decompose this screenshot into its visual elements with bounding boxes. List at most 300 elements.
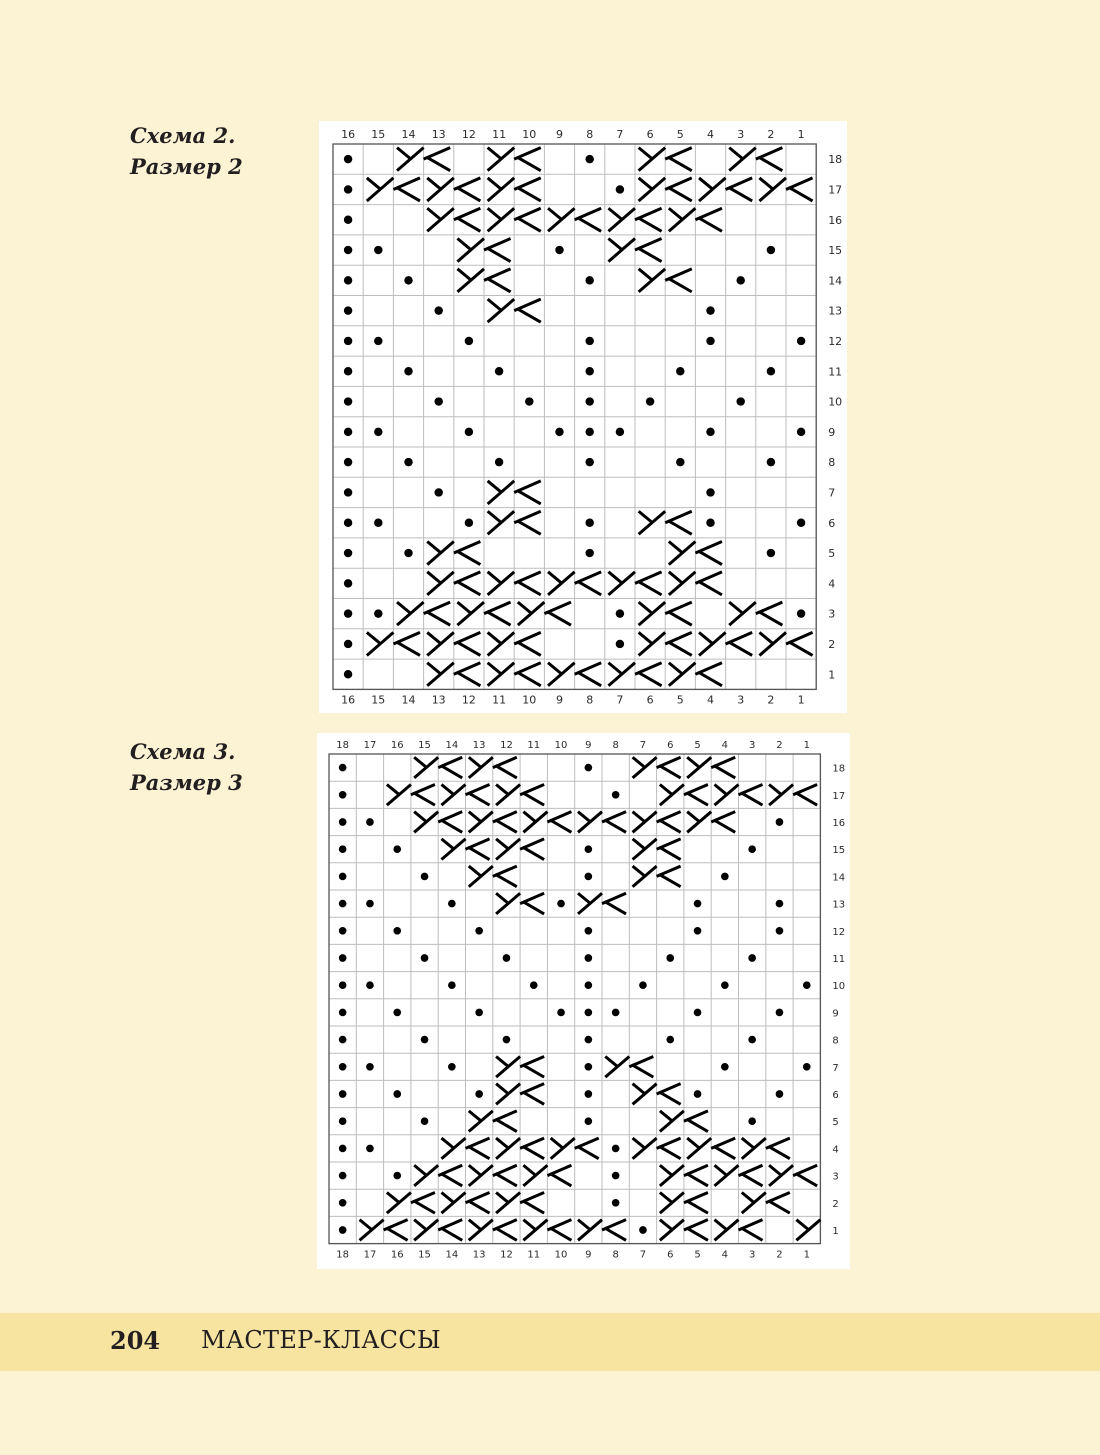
column-number-top: 8 [612,740,619,751]
column-number-bottom: 3 [748,1249,756,1261]
scheme-3-chart [317,733,850,1269]
cable-right-cross-symbol [687,1138,711,1159]
column-number-top: 14 [401,128,416,141]
purl-stitch-dot [797,428,805,436]
footer-band [0,1313,1100,1371]
purl-stitch-dot [339,1117,347,1125]
cable-right-cross-symbol [496,893,520,914]
purl-stitch-dot [366,1063,374,1071]
cable-right-cross-symbol [669,663,696,686]
purl-stitch-dot [503,1036,511,1044]
cable-right-cross-symbol [660,784,684,805]
purl-stitch-dot [748,1036,756,1044]
column-number-top: 5 [694,740,701,751]
cable-left-cross-symbol [711,812,735,833]
cable-right-cross-symbol [488,299,515,322]
cable-right-cross-symbol [488,663,515,686]
cable-left-cross-symbol [547,1165,571,1186]
cable-right-cross-symbol [633,1084,657,1105]
scheme-2-caption [130,120,243,182]
page-number: 204 [110,1326,161,1355]
column-number-bottom: 16 [341,693,356,707]
row-number: 1 [832,1226,839,1237]
cable-left-cross-symbol [756,602,783,625]
purl-stitch-dot [721,981,729,989]
cable-left-cross-symbol [411,1192,435,1213]
row-number: 13 [828,304,843,318]
column-number-bottom: 6 [667,1249,674,1261]
cable-right-cross-symbol [397,602,424,625]
cable-left-cross-symbol [514,511,541,534]
purl-stitch-dot [585,337,593,345]
column-number-top: 15 [418,740,431,751]
column-number-top: 11 [527,740,541,751]
row-number: 5 [832,1117,839,1129]
cable-right-cross-symbol [608,208,635,231]
purl-stitch-dot [706,428,714,436]
column-number-top: 2 [767,128,775,141]
cable-left-cross-symbol [726,632,753,655]
purl-stitch-dot [339,927,347,935]
purl-stitch-dot [585,927,593,935]
row-number: 16 [828,213,843,227]
cable-right-cross-symbol [469,1220,493,1241]
cable-left-cross-symbol [684,1165,708,1186]
cable-right-cross-symbol [608,239,635,262]
cable-right-cross-symbol [660,1165,684,1186]
purl-stitch-dot [721,873,729,881]
purl-stitch-dot [694,900,702,908]
cable-left-cross-symbol [438,1165,462,1186]
purl-stitch-dot [344,428,352,436]
row-number: 17 [832,790,846,802]
cable-right-cross-symbol [427,208,454,231]
purl-stitch-dot [736,276,744,284]
cable-left-cross-symbol [739,1220,763,1241]
purl-stitch-dot [639,1226,647,1234]
column-number-bottom: 4 [707,693,714,707]
purl-stitch-dot [767,458,775,466]
purl-stitch-dot [666,1036,674,1044]
column-number-top: 16 [390,740,404,751]
purl-stitch-dot [344,337,352,345]
purl-stitch-dot [706,337,714,345]
cable-left-cross-symbol [484,602,511,625]
cable-left-cross-symbol [520,1084,544,1105]
cable-right-cross-symbol [578,1220,602,1241]
column-number-top: 1 [803,740,810,751]
cable-left-cross-symbol [514,481,541,504]
cable-right-cross-symbol [633,812,657,833]
column-number-top: 4 [721,740,729,751]
cable-right-cross-symbol [769,784,793,805]
cable-right-cross-symbol [639,269,666,292]
cable-right-cross-symbol [387,1192,411,1213]
row-number: 12 [828,334,843,348]
cable-right-cross-symbol [427,663,454,686]
row-number: 9 [832,1008,839,1020]
column-number-top: 12 [500,740,513,751]
purl-stitch-dot [339,1145,347,1153]
purl-stitch-dot [797,609,805,617]
purl-stitch-dot [646,397,654,405]
column-number-top: 17 [363,740,377,751]
cable-right-cross-symbol [367,632,394,655]
purl-stitch-dot [616,609,624,617]
purl-stitch-dot [475,1090,483,1098]
row-number: 6 [828,516,836,530]
purl-stitch-dot [393,1172,401,1180]
purl-stitch-dot [616,640,624,648]
cable-right-cross-symbol [660,1220,684,1241]
cable-right-cross-symbol [469,1111,493,1132]
column-number-bottom: 4 [721,1249,729,1261]
cable-left-cross-symbol [466,839,490,860]
cable-right-cross-symbol [523,1165,547,1186]
cable-left-cross-symbol [695,208,722,231]
purl-stitch-dot [585,276,593,284]
scheme-3-caption [130,736,243,798]
purl-stitch-dot [374,519,382,527]
purl-stitch-dot [767,246,775,254]
column-number-bottom: 8 [612,1249,619,1261]
cable-left-cross-symbol [454,208,481,231]
cable-left-cross-symbol [739,1165,763,1186]
cable-left-cross-symbol [695,663,722,686]
purl-stitch-dot [694,1009,702,1017]
purl-stitch-dot [374,428,382,436]
cable-right-cross-symbol [639,632,666,655]
cable-right-cross-symbol [427,542,454,565]
column-number-top: 9 [556,128,563,141]
purl-stitch-dot [344,397,352,405]
purl-stitch-dot [366,981,374,989]
cable-right-cross-symbol [633,866,657,887]
column-number-bottom: 14 [445,1249,459,1261]
purl-stitch-dot [339,818,347,826]
cable-left-cross-symbol [695,542,722,565]
column-number-bottom: 16 [390,1249,404,1261]
row-number: 10 [828,395,843,409]
cable-left-cross-symbol [793,784,817,805]
column-number-bottom: 13 [472,1249,486,1261]
scheme-3-size: Размер 3 [130,770,243,795]
column-number-bottom: 14 [401,693,416,707]
column-number-top: 7 [639,740,647,751]
purl-stitch-dot [448,981,456,989]
purl-stitch-dot [706,519,714,527]
column-number-top: 15 [371,128,386,141]
purl-stitch-dot [374,609,382,617]
cable-left-cross-symbol [454,542,481,565]
column-number-bottom: 17 [363,1249,377,1261]
cable-left-cross-symbol [575,663,602,686]
purl-stitch-dot [339,981,347,989]
purl-stitch-dot [797,337,805,345]
purl-stitch-dot [339,1199,347,1207]
row-number: 11 [828,365,843,379]
column-number-bottom: 1 [803,1249,810,1261]
purl-stitch-dot [344,246,352,254]
column-number-bottom: 9 [556,693,563,707]
cable-left-cross-symbol [547,1220,571,1241]
cable-right-cross-symbol [578,812,602,833]
row-number: 8 [828,456,836,470]
column-number-top: 3 [737,128,745,141]
cable-right-cross-symbol [639,511,666,534]
purl-stitch-dot [803,1063,811,1071]
purl-stitch-dot [465,519,473,527]
purl-stitch-dot [374,337,382,345]
row-number: 15 [828,244,843,258]
cable-right-cross-symbol [414,812,438,833]
purl-stitch-dot [339,1063,347,1071]
purl-stitch-dot [585,519,593,527]
purl-stitch-dot [366,1145,374,1153]
purl-stitch-dot [776,900,784,908]
cable-left-cross-symbol [657,866,681,887]
row-number: 1 [828,668,836,682]
purl-stitch-dot [748,845,756,853]
purl-stitch-dot [421,1117,429,1125]
purl-stitch-dot [339,1172,347,1180]
cable-left-cross-symbol [520,784,544,805]
cable-right-cross-symbol [605,1056,629,1077]
cable-left-cross-symbol [665,511,692,534]
row-number: 12 [832,926,846,938]
row-number: 14 [832,872,846,884]
purl-stitch-dot [706,306,714,314]
column-number-top: 10 [522,128,537,141]
purl-stitch-dot [525,397,533,405]
column-number-top: 2 [776,740,783,751]
cable-left-cross-symbol [665,148,692,171]
purl-stitch-dot [393,1090,401,1098]
row-number: 18 [828,153,843,167]
purl-stitch-dot [421,954,429,962]
cable-left-cross-symbol [635,208,662,231]
cable-right-cross-symbol [469,1165,493,1186]
column-number-bottom: 5 [676,693,684,707]
cable-left-cross-symbol [684,1220,708,1241]
cable-left-cross-symbol [393,632,420,655]
column-number-bottom: 9 [585,1249,592,1261]
cable-left-cross-symbol [514,663,541,686]
cable-right-cross-symbol [714,784,738,805]
column-number-bottom: 11 [492,693,507,707]
cable-right-cross-symbol [414,757,438,778]
row-number: 11 [832,954,846,965]
purl-stitch-dot [767,549,775,557]
cable-right-cross-symbol [469,812,493,833]
cable-left-cross-symbol [493,812,517,833]
cable-left-cross-symbol [484,269,511,292]
column-number-top: 16 [341,128,356,141]
cable-right-cross-symbol [457,239,484,262]
cable-left-cross-symbol [484,239,511,262]
cable-left-cross-symbol [756,148,783,171]
purl-stitch-dot [344,306,352,314]
cable-right-cross-symbol [633,1138,657,1159]
cable-right-cross-symbol [729,148,756,171]
cable-left-cross-symbol [384,1220,408,1241]
cable-right-cross-symbol [796,1220,820,1241]
row-number: 6 [832,1090,839,1101]
chart-svg [317,733,850,1269]
cable-right-cross-symbol [714,1165,738,1186]
column-number-top: 1 [797,128,805,141]
column-number-top: 11 [492,128,507,141]
purl-stitch-dot [736,397,744,405]
scheme-3-title: Схема 3. [130,739,236,764]
column-number-bottom: 12 [461,693,476,707]
purl-stitch-dot [694,1090,702,1098]
purl-stitch-dot [767,367,775,375]
purl-stitch-dot [448,1063,456,1071]
cable-right-cross-symbol [687,812,711,833]
purl-stitch-dot [585,155,593,163]
column-number-top: 3 [748,740,756,751]
cable-right-cross-symbol [457,602,484,625]
purl-stitch-dot [585,873,593,881]
cable-left-cross-symbol [602,1220,626,1241]
purl-stitch-dot [585,1009,593,1017]
cable-right-cross-symbol [488,572,515,595]
cable-right-cross-symbol [687,757,711,778]
cable-right-cross-symbol [441,839,465,860]
cable-left-cross-symbol [520,893,544,914]
cable-left-cross-symbol [514,178,541,201]
cable-right-cross-symbol [523,1220,547,1241]
cable-left-cross-symbol [493,757,517,778]
cable-right-cross-symbol [496,1056,520,1077]
cable-right-cross-symbol [488,481,515,504]
column-number-bottom: 11 [527,1249,541,1261]
purl-stitch-dot [585,1090,593,1098]
cable-right-cross-symbol [759,178,786,201]
column-number-top: 13 [472,740,486,751]
purl-stitch-dot [344,549,352,557]
purl-stitch-dot [616,428,624,436]
purl-stitch-dot [434,488,442,496]
cable-left-cross-symbol [766,1138,790,1159]
column-number-top: 8 [586,128,594,141]
purl-stitch-dot [585,428,593,436]
purl-stitch-dot [344,579,352,587]
purl-stitch-dot [555,246,563,254]
cable-left-cross-symbol [493,1165,517,1186]
cable-right-cross-symbol [548,572,575,595]
purl-stitch-dot [612,1145,620,1153]
cable-right-cross-symbol [488,148,515,171]
purl-stitch-dot [344,670,352,678]
row-number: 3 [828,607,836,621]
cable-right-cross-symbol [759,632,786,655]
cable-right-cross-symbol [742,1192,766,1213]
cable-left-cross-symbol [665,632,692,655]
cable-right-cross-symbol [496,839,520,860]
row-number: 14 [828,274,843,288]
purl-stitch-dot [495,367,503,375]
cable-left-cross-symbol [635,572,662,595]
cable-right-cross-symbol [608,663,635,686]
cable-right-cross-symbol [496,1138,520,1159]
purl-stitch-dot [393,845,401,853]
purl-stitch-dot [616,185,624,193]
row-number: 18 [832,763,846,775]
purl-stitch-dot [585,1036,593,1044]
cable-right-cross-symbol [496,1192,520,1213]
cable-left-cross-symbol [629,1056,653,1077]
cable-left-cross-symbol [575,572,602,595]
column-number-top: 4 [707,128,714,141]
cable-left-cross-symbol [520,1192,544,1213]
purl-stitch-dot [585,397,593,405]
cable-left-cross-symbol [711,1138,735,1159]
purl-stitch-dot [612,1172,620,1180]
cable-left-cross-symbol [635,663,662,686]
purl-stitch-dot [585,845,593,853]
cable-right-cross-symbol [496,1084,520,1105]
cable-left-cross-symbol [786,632,813,655]
cable-left-cross-symbol [493,1220,517,1241]
purl-stitch-dot [555,428,563,436]
purl-stitch-dot [448,900,456,908]
row-number: 4 [828,577,836,591]
cable-left-cross-symbol [547,812,571,833]
row-number: 13 [832,899,846,911]
cable-right-cross-symbol [633,757,657,778]
cable-left-cross-symbol [454,572,481,595]
purl-stitch-dot [495,458,503,466]
cable-left-cross-symbol [514,208,541,231]
cable-left-cross-symbol [657,1138,681,1159]
cable-left-cross-symbol [514,148,541,171]
cable-left-cross-symbol [466,1138,490,1159]
column-number-bottom: 18 [336,1249,350,1261]
scheme-2-chart [319,121,847,713]
row-number: 7 [832,1062,839,1074]
purl-stitch-dot [748,1117,756,1125]
scheme-2-title: Схема 2. [130,123,236,148]
purl-stitch-dot [676,458,684,466]
cable-right-cross-symbol [441,1138,465,1159]
cable-left-cross-symbol [438,1220,462,1241]
cable-right-cross-symbol [699,632,726,655]
cable-right-cross-symbol [551,1138,575,1159]
purl-stitch-dot [612,1199,620,1207]
column-number-bottom: 5 [694,1249,701,1261]
purl-stitch-dot [404,458,412,466]
purl-stitch-dot [475,1009,483,1017]
cable-right-cross-symbol [360,1220,384,1241]
cable-right-cross-symbol [469,757,493,778]
purl-stitch-dot [344,640,352,648]
cable-left-cross-symbol [684,1192,708,1213]
column-number-bottom: 2 [767,693,775,707]
cable-left-cross-symbol [520,1138,544,1159]
cable-right-cross-symbol [669,542,696,565]
purl-stitch-dot [339,954,347,962]
row-number: 2 [828,637,836,651]
cable-left-cross-symbol [657,839,681,860]
column-number-top: 12 [461,128,476,141]
purl-stitch-dot [339,845,347,853]
cable-right-cross-symbol [427,632,454,655]
purl-stitch-dot [434,397,442,405]
purl-stitch-dot [465,337,473,345]
purl-stitch-dot [421,1036,429,1044]
